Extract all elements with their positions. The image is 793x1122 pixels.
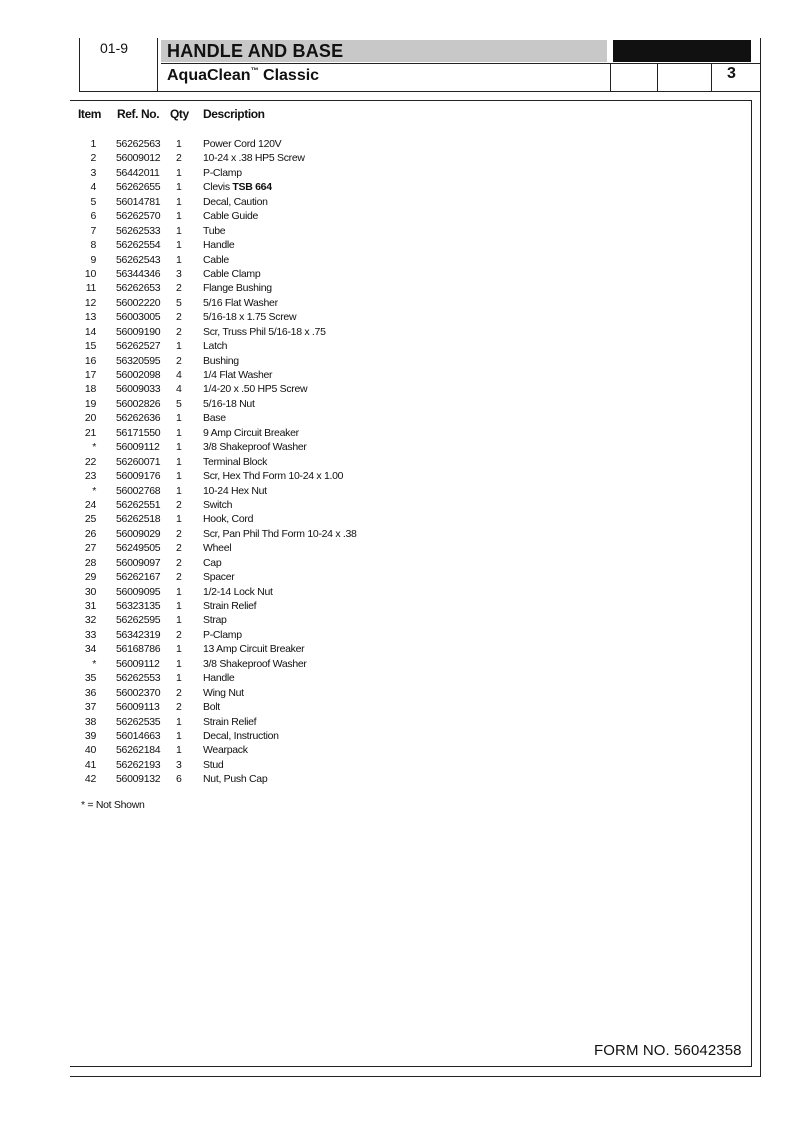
ref-number: 56262184 bbox=[116, 744, 161, 757]
ref-number: 56014781 bbox=[116, 195, 161, 208]
item-number: 37 bbox=[84, 701, 96, 714]
table-row bbox=[70, 411, 490, 425]
table-row bbox=[70, 310, 490, 324]
item-number: 34 bbox=[84, 643, 96, 656]
table-row bbox=[70, 166, 490, 180]
table-row bbox=[70, 657, 490, 671]
item-number: 19 bbox=[84, 397, 96, 410]
quantity: 1 bbox=[176, 441, 182, 454]
quantity: 2 bbox=[176, 354, 182, 367]
description: Cable Clamp bbox=[203, 267, 261, 280]
ref-number: 56262518 bbox=[116, 513, 161, 526]
item-number: 6 bbox=[90, 210, 96, 223]
header-frame-right bbox=[760, 38, 761, 91]
description: Scr, Pan Phil Thd Form 10-24 x .38 bbox=[203, 527, 357, 540]
ref-number: 56009029 bbox=[116, 527, 161, 540]
item-number: 12 bbox=[84, 296, 96, 309]
table-row bbox=[70, 281, 490, 295]
parts-list bbox=[70, 137, 490, 787]
item-number: 32 bbox=[84, 614, 96, 627]
table-row bbox=[70, 498, 490, 512]
table-row bbox=[70, 296, 490, 310]
ref-number: 56262167 bbox=[116, 571, 161, 584]
ref-number: 56009132 bbox=[116, 773, 161, 786]
description: Cap bbox=[203, 556, 222, 569]
ref-number: 56262563 bbox=[116, 138, 161, 150]
ref-number: 56344346 bbox=[116, 267, 161, 280]
table-row bbox=[70, 743, 490, 757]
ref-number: 56009112 bbox=[116, 441, 160, 454]
item-number: 39 bbox=[84, 729, 96, 742]
ref-number: 56262636 bbox=[116, 412, 161, 425]
description: Decal, Caution bbox=[203, 195, 268, 208]
item-number: 25 bbox=[84, 513, 96, 526]
description: 5/16-18 x 1.75 Screw bbox=[203, 311, 297, 324]
footnote: * = Not Shown bbox=[81, 799, 145, 811]
table-row bbox=[70, 671, 490, 685]
ref-number: 56320595 bbox=[116, 354, 161, 367]
item-number: 9 bbox=[90, 253, 96, 266]
table-row bbox=[70, 137, 490, 151]
ref-number: 56262527 bbox=[116, 340, 161, 353]
ref-number: 56009033 bbox=[116, 383, 161, 396]
table-row bbox=[70, 469, 490, 483]
quantity: 1 bbox=[176, 672, 182, 685]
item-number: * bbox=[92, 441, 96, 454]
item-number: 10 bbox=[84, 267, 96, 280]
item-number: 36 bbox=[84, 686, 96, 699]
description: Decal, Instruction bbox=[203, 729, 279, 742]
description: Spacer bbox=[203, 571, 235, 584]
ref-number: 56249505 bbox=[116, 542, 161, 555]
item-number: 31 bbox=[84, 600, 96, 612]
ref-number: 56262533 bbox=[116, 224, 161, 237]
quantity: 1 bbox=[176, 181, 182, 194]
item-number: 42 bbox=[84, 773, 96, 786]
table-row bbox=[70, 599, 490, 613]
item-number: 40 bbox=[84, 744, 96, 757]
quantity: 2 bbox=[176, 628, 182, 641]
quantity: 2 bbox=[176, 701, 182, 714]
column-header-qty: Qty bbox=[170, 107, 189, 121]
quantity: 1 bbox=[176, 426, 182, 439]
table-row bbox=[70, 440, 490, 454]
item-number: 22 bbox=[84, 455, 96, 468]
quantity: 5 bbox=[176, 397, 182, 410]
quantity: 1 bbox=[176, 166, 182, 179]
quantity: 1 bbox=[176, 470, 182, 483]
quantity: 1 bbox=[176, 484, 182, 497]
ref-number: 56171550 bbox=[116, 426, 161, 439]
description: 3/8 Shakeproof Washer bbox=[203, 657, 307, 670]
description: Wing Nut bbox=[203, 686, 244, 699]
quantity: 2 bbox=[176, 542, 182, 555]
header-divider-section bbox=[157, 38, 158, 91]
quantity: 1 bbox=[176, 715, 182, 728]
table-row bbox=[70, 180, 490, 194]
item-number: 2 bbox=[90, 152, 96, 165]
quantity: 1 bbox=[176, 340, 182, 353]
description: Hook, Cord bbox=[203, 513, 254, 526]
quantity: 2 bbox=[176, 311, 182, 324]
description: Strain Relief bbox=[203, 715, 257, 728]
quantity: 1 bbox=[176, 729, 182, 742]
description: Wearpack bbox=[203, 744, 248, 757]
ref-number: 56002768 bbox=[116, 484, 161, 497]
description: Strap bbox=[203, 614, 227, 627]
ref-number: 56009097 bbox=[116, 556, 161, 569]
quantity: 6 bbox=[176, 773, 182, 786]
body-frame-right-outer bbox=[760, 91, 761, 1077]
description: Scr, Hex Thd Form 10-24 x 1.00 bbox=[203, 470, 344, 483]
quantity: 1 bbox=[176, 224, 182, 237]
body-frame-top bbox=[70, 100, 752, 101]
ref-number: 56262543 bbox=[116, 253, 161, 266]
description: Handle bbox=[203, 672, 235, 685]
ref-number: 56009190 bbox=[116, 325, 161, 338]
page-title: HANDLE AND BASE bbox=[167, 41, 344, 61]
form-number: FORM NO. 56042358 bbox=[594, 1042, 742, 1059]
item-number: 7 bbox=[90, 224, 96, 237]
quantity: 3 bbox=[176, 758, 182, 771]
table-row bbox=[70, 715, 490, 729]
table-row bbox=[70, 354, 490, 368]
ref-number: 56262570 bbox=[116, 210, 161, 223]
description: 5/16 Flat Washer bbox=[203, 296, 278, 309]
quantity: 1 bbox=[176, 412, 182, 425]
description: 9 Amp Circuit Breaker bbox=[203, 426, 299, 439]
ref-number: 56323135 bbox=[116, 600, 161, 612]
table-row bbox=[70, 151, 490, 165]
description: Cable bbox=[203, 253, 229, 266]
description: Tube bbox=[203, 224, 226, 237]
body-frame-right bbox=[751, 100, 752, 1067]
ref-number: 56003005 bbox=[116, 311, 161, 324]
description: 13 Amp Circuit Breaker bbox=[203, 643, 305, 656]
ref-number: 56009012 bbox=[116, 152, 161, 165]
ref-number: 56009095 bbox=[116, 585, 161, 598]
item-number: 11 bbox=[85, 282, 96, 295]
description: 3/8 Shakeproof Washer bbox=[203, 441, 307, 454]
table-row bbox=[70, 570, 490, 584]
item-number: 8 bbox=[90, 239, 96, 252]
item-number: 1 bbox=[90, 138, 96, 150]
description: Scr, Truss Phil 5/16-18 x .75 bbox=[203, 325, 326, 338]
item-number: 13 bbox=[84, 311, 96, 324]
quantity: 1 bbox=[176, 585, 182, 598]
item-number: 16 bbox=[84, 354, 96, 367]
ref-number: 56262193 bbox=[116, 758, 161, 771]
table-row bbox=[70, 613, 490, 627]
table-row bbox=[70, 455, 490, 469]
page-bottom-rule bbox=[70, 1076, 761, 1077]
description: 10-24 Hex Nut bbox=[203, 484, 267, 497]
ref-number: 56262553 bbox=[116, 672, 161, 685]
description: Terminal Block bbox=[203, 455, 268, 468]
ref-number: 56442011 bbox=[116, 166, 160, 179]
item-number: 41 bbox=[84, 758, 96, 771]
quantity: 5 bbox=[176, 296, 182, 309]
ref-number: 56168786 bbox=[116, 643, 161, 656]
table-row bbox=[70, 224, 490, 238]
table-row bbox=[70, 339, 490, 353]
item-number: 26 bbox=[84, 527, 96, 540]
body-frame-bottom bbox=[70, 1066, 752, 1067]
quantity: 1 bbox=[176, 614, 182, 627]
item-number: 29 bbox=[84, 571, 96, 584]
header-black-box bbox=[613, 40, 751, 62]
item-number: 27 bbox=[84, 542, 96, 555]
table-row bbox=[70, 368, 490, 382]
item-number: 5 bbox=[90, 195, 96, 208]
column-header-description: Description bbox=[203, 107, 265, 121]
item-number: 23 bbox=[84, 470, 96, 483]
ref-number: 56262595 bbox=[116, 614, 161, 627]
description: 1/4 Flat Washer bbox=[203, 369, 273, 381]
item-number: 28 bbox=[84, 556, 96, 569]
table-row bbox=[70, 209, 490, 223]
table-row bbox=[70, 556, 490, 570]
ref-number: 56002098 bbox=[116, 369, 161, 381]
description: Cable Guide bbox=[203, 210, 259, 223]
table-row bbox=[70, 729, 490, 743]
item-number: 3 bbox=[90, 166, 96, 179]
quantity: 1 bbox=[176, 195, 182, 208]
table-row bbox=[70, 426, 490, 440]
table-row bbox=[70, 253, 490, 267]
item-number: 35 bbox=[84, 672, 96, 685]
quantity: 4 bbox=[176, 383, 182, 396]
ref-number: 56014663 bbox=[116, 729, 161, 742]
column-header-item: Item bbox=[78, 107, 102, 121]
quantity: 1 bbox=[176, 239, 182, 252]
item-number: 14 bbox=[84, 325, 96, 338]
table-row bbox=[70, 325, 490, 339]
quantity: 2 bbox=[176, 686, 182, 699]
description: 1/2-14 Lock Nut bbox=[203, 585, 273, 598]
table-row bbox=[70, 642, 490, 656]
description: 10-24 x .38 HP5 Screw bbox=[203, 152, 305, 165]
table-row bbox=[70, 382, 490, 396]
item-number: 20 bbox=[84, 412, 96, 425]
description: Flange Bushing bbox=[203, 282, 272, 295]
table-row bbox=[70, 267, 490, 281]
table-row bbox=[70, 585, 490, 599]
description: Power Cord 120V bbox=[203, 138, 282, 150]
table-row bbox=[70, 512, 490, 526]
description: Stud bbox=[203, 758, 224, 771]
table-row bbox=[70, 238, 490, 252]
description: P-Clamp bbox=[203, 166, 242, 179]
ref-number: 56262655 bbox=[116, 181, 161, 194]
ref-number: 56009113 bbox=[116, 701, 160, 714]
quantity: 1 bbox=[176, 138, 182, 150]
header-divider-box1 bbox=[610, 63, 611, 91]
description: Wheel bbox=[203, 542, 232, 555]
quantity: 1 bbox=[176, 513, 182, 526]
description: Nut, Push Cap bbox=[203, 773, 268, 786]
page-number: 3 bbox=[727, 65, 736, 82]
quantity: 1 bbox=[176, 600, 182, 612]
table-row bbox=[70, 758, 490, 772]
description: Base bbox=[203, 412, 226, 425]
quantity: 1 bbox=[176, 657, 182, 670]
quantity: 1 bbox=[176, 210, 182, 223]
section-number: 01-9 bbox=[100, 40, 129, 56]
description: 1/4-20 x .50 HP5 Screw bbox=[203, 383, 308, 396]
ref-number: 56009112 bbox=[116, 657, 160, 670]
quantity: 2 bbox=[176, 325, 182, 338]
header-divider-box2 bbox=[657, 63, 658, 91]
quantity: 2 bbox=[176, 282, 182, 295]
ref-number: 56262551 bbox=[116, 498, 161, 511]
description: Strain Relief bbox=[203, 600, 257, 612]
quantity: 2 bbox=[176, 556, 182, 569]
table-row bbox=[70, 195, 490, 209]
ref-number: 56009176 bbox=[116, 470, 161, 483]
description: Switch bbox=[203, 498, 233, 511]
quantity: 3 bbox=[176, 267, 182, 280]
table-row bbox=[70, 772, 490, 786]
column-header-ref: Ref. No. bbox=[117, 107, 160, 121]
ref-number: 56262554 bbox=[116, 239, 161, 252]
item-number: 30 bbox=[84, 585, 96, 598]
page-subtitle: AquaClean™ Classic bbox=[167, 66, 320, 84]
item-number: 24 bbox=[84, 498, 96, 511]
item-number: 18 bbox=[84, 383, 96, 396]
table-row bbox=[70, 484, 490, 498]
table-row bbox=[70, 628, 490, 642]
ref-number: 56262535 bbox=[116, 715, 161, 728]
quantity: 2 bbox=[176, 571, 182, 584]
item-number: 38 bbox=[84, 715, 96, 728]
item-number: 21 bbox=[84, 426, 96, 439]
quantity: 1 bbox=[176, 455, 182, 468]
item-number: 4 bbox=[90, 181, 96, 194]
quantity: 1 bbox=[176, 744, 182, 757]
ref-number: 56342319 bbox=[116, 628, 161, 641]
item-number: 15 bbox=[84, 340, 96, 353]
description: Bushing bbox=[203, 354, 239, 367]
ref-number: 56002826 bbox=[116, 397, 161, 410]
ref-number: 56002370 bbox=[116, 686, 161, 699]
description: 5/16-18 Nut bbox=[203, 397, 255, 410]
table-row bbox=[70, 397, 490, 411]
description: P-Clamp bbox=[203, 628, 242, 641]
quantity: 2 bbox=[176, 527, 182, 540]
quantity: 2 bbox=[176, 152, 182, 165]
header-frame-left bbox=[79, 38, 80, 91]
table-row bbox=[70, 527, 490, 541]
quantity: 1 bbox=[176, 253, 182, 266]
item-number: * bbox=[92, 484, 96, 497]
quantity: 1 bbox=[176, 643, 182, 656]
description: Handle bbox=[203, 239, 235, 252]
table-row bbox=[70, 700, 490, 714]
description: Bolt bbox=[203, 701, 220, 714]
bulletin-reference: TSB 664 bbox=[232, 181, 272, 194]
ref-number: 56002220 bbox=[116, 296, 161, 309]
table-row bbox=[70, 686, 490, 700]
table-row bbox=[70, 541, 490, 555]
item-number: 33 bbox=[84, 628, 96, 641]
ref-number: 56262653 bbox=[116, 282, 161, 295]
ref-number: 56260071 bbox=[116, 455, 161, 468]
description: Latch bbox=[203, 340, 228, 353]
header-frame-bottom bbox=[79, 91, 761, 92]
description: Clevis TSB 664 bbox=[203, 181, 272, 194]
item-number: * bbox=[92, 657, 96, 670]
quantity: 4 bbox=[176, 369, 182, 381]
quantity: 2 bbox=[176, 498, 182, 511]
item-number: 17 bbox=[84, 369, 96, 381]
header-divider-middle bbox=[161, 63, 761, 64]
